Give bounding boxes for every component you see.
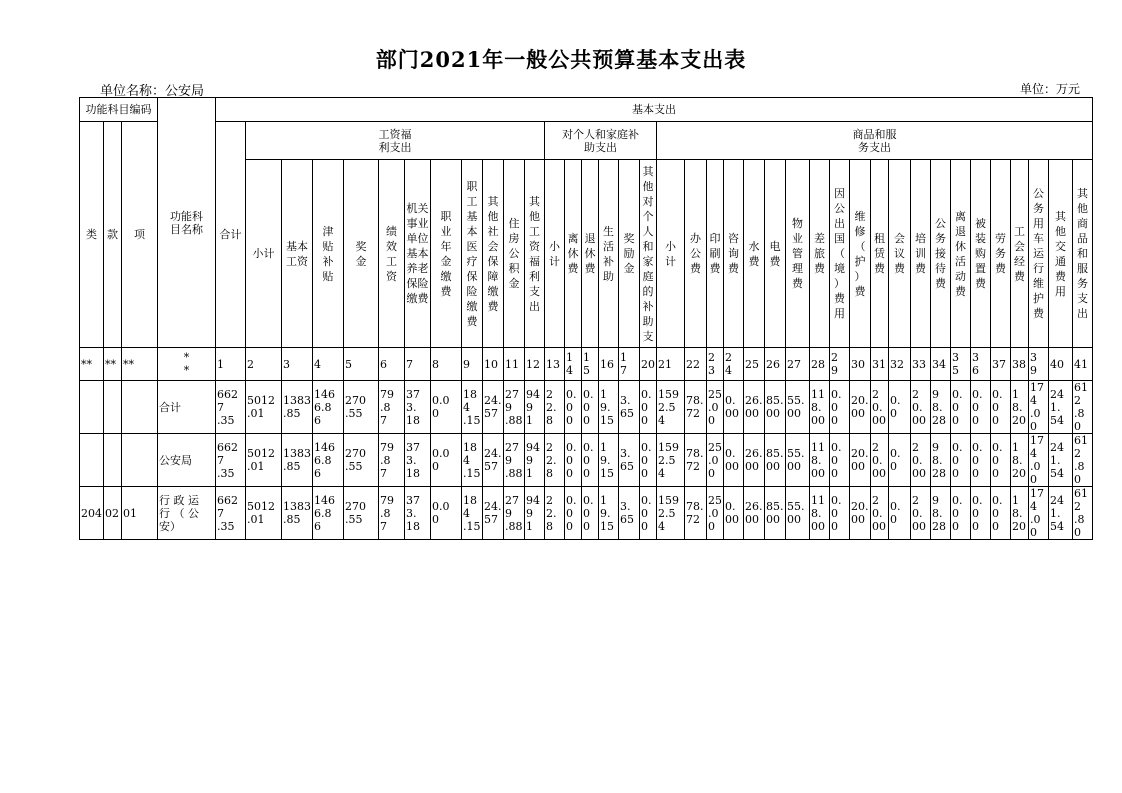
cell-value: 98. 28 [931, 487, 951, 540]
func-name-header: 功能科 目名称 [158, 98, 216, 348]
cell-name: 合计 [158, 381, 216, 434]
index-cell: 8 [431, 348, 462, 381]
cell-value: 0.0 0 [640, 434, 657, 487]
cell-value: 0.0 0 [640, 381, 657, 434]
cell-value: 0.0 0 [971, 381, 991, 434]
index-cell: 22 [685, 348, 707, 381]
cell-value: 0.0 0 [565, 381, 582, 434]
cell-value: 270 .55 [344, 487, 379, 540]
cell-value: 5012 .01 [246, 381, 282, 434]
func-code-header: 功能科目编码 [80, 98, 158, 122]
index-cell: 12 [525, 348, 545, 381]
index-cell: 28 [810, 348, 830, 381]
column-header: 机关 事业 单位 基本 养老 保险 缴费 [405, 160, 431, 348]
table-row [80, 434, 1093, 487]
cell-value: 20. 00 [850, 487, 871, 540]
cell-value: 85. 00 [765, 487, 786, 540]
column-header: 离 休 费 [565, 160, 582, 348]
cell-value: 24. 57 [483, 487, 504, 540]
cell-value: 373. 18 [405, 487, 431, 540]
cell-value: 79 .8 7 [379, 381, 405, 434]
cell-value: 18. 20 [1011, 434, 1029, 487]
column-header: 其 他 工 资 福 利 支 出 [525, 160, 545, 348]
goods-group-header: 商品和服 务支出 [657, 122, 1093, 160]
cell-value: 26. 00 [744, 434, 765, 487]
index-cell: 1 7 [619, 348, 640, 381]
column-header: 劳 务 费 [991, 160, 1011, 348]
index-cell: * * [158, 348, 216, 381]
unit-label: 单位：万元 [1020, 82, 1081, 96]
cell-value: 0.0 0 [991, 434, 1011, 487]
column-header: 其 他 社 会 保 障 缴 费 [483, 160, 504, 348]
cell-value: 0.0 0 [582, 487, 599, 540]
cell-value: 26. 00 [744, 487, 765, 540]
cell-value: 279 .88 [504, 434, 525, 487]
index-cell: 3 5 [951, 348, 971, 381]
index-cell: 32 [889, 348, 911, 381]
header-row-1 [80, 98, 1093, 122]
index-cell: 3 6 [971, 348, 991, 381]
cell-value: 0. 00 [724, 434, 744, 487]
cell-value: 79 .8 7 [379, 434, 405, 487]
cell-value: 98. 28 [931, 381, 951, 434]
column-header: 工 会 经 费 [1011, 160, 1029, 348]
column-header: 电 费 [765, 160, 786, 348]
column-header: 生 活 补 助 [599, 160, 619, 348]
cell-value: 241. 54 [1049, 434, 1073, 487]
cell-lei [80, 434, 104, 487]
column-header: 奖 金 [344, 160, 379, 348]
cell-value: 0.0 0 [971, 434, 991, 487]
cell-lei [80, 381, 104, 434]
column-header: 其 他 交 通 费 用 [1049, 160, 1073, 348]
cell-name: 行 政 运 行 （ 公 安） [158, 487, 216, 540]
column-header: 其 他 商 品 和 服 务 支 出 [1073, 160, 1093, 348]
cell-value: 241. 54 [1049, 487, 1073, 540]
column-header: 住 房 公 积 金 [504, 160, 525, 348]
index-cell: 34 [931, 348, 951, 381]
budget-table [79, 97, 1093, 540]
cell-value: 0.0 0 [431, 434, 462, 487]
header-row-2 [80, 122, 1093, 160]
xiang-header: 项 [122, 122, 158, 348]
cell-value: 159 2.5 4 [657, 434, 685, 487]
cell-value: 279 .88 [504, 381, 525, 434]
cell-value: 0.0 0 [582, 434, 599, 487]
cell-value: 20. 00 [850, 434, 871, 487]
table-row [80, 487, 1093, 540]
index-cell: 26 [765, 348, 786, 381]
cell-value: 184 .15 [462, 487, 483, 540]
index-cell: 30 [850, 348, 871, 381]
basic-expense-header: 基本支出 [216, 98, 1093, 122]
index-cell: 1 [216, 348, 246, 381]
cell-value: 174 .00 [1029, 487, 1049, 540]
cell-value: 6627 .35 [216, 487, 246, 540]
cell-value: 373. 18 [405, 381, 431, 434]
index-cell: ** [122, 348, 158, 381]
cell-value: 22. 8 [545, 487, 565, 540]
cell-value: 0.0 0 [971, 487, 991, 540]
column-header: 公 务 用 车 运 行 维 护 费 [1029, 160, 1049, 348]
cell-value: 270 .55 [344, 434, 379, 487]
cell-value: 0.0 0 [991, 381, 1011, 434]
cell-value: 11 8. 00 [810, 487, 830, 540]
index-cell: 5 [344, 348, 379, 381]
cell-value: 3. 65 [619, 381, 640, 434]
unit-name: 单位名称：公安局 [100, 84, 205, 99]
column-header: 因 公 出 国 （ 境 ） 费 用 [830, 160, 850, 348]
cell-value: 24. 57 [483, 434, 504, 487]
cell-value: 270 .55 [344, 381, 379, 434]
cell-value: 0. 0 [889, 381, 911, 434]
cell-value: 0.0 0 [951, 434, 971, 487]
cell-value: 55. 00 [786, 487, 810, 540]
column-header: 水 费 [744, 160, 765, 348]
cell-value: 85. 00 [765, 434, 786, 487]
column-header: 津 贴 补 贴 [313, 160, 344, 348]
cell-value: 949 1 [525, 487, 545, 540]
index-cell: 4 [313, 348, 344, 381]
kuan-header: 款 [104, 122, 122, 348]
index-cell: 41 [1073, 348, 1093, 381]
index-cell: 33 [911, 348, 931, 381]
cell-value: 184 .15 [462, 381, 483, 434]
cell-value: 78. 72 [685, 381, 707, 434]
cell-value: 22. 8 [545, 434, 565, 487]
cell-value: 3. 65 [619, 434, 640, 487]
index-cell: ** [104, 348, 122, 381]
index-cell: 3 9 [1029, 348, 1049, 381]
cell-kuan: 02 [104, 487, 122, 540]
cell-value: 612 .80 [1073, 487, 1093, 540]
cell-value: 20. 00 [850, 381, 871, 434]
column-header: 公 务 接 待 费 [931, 160, 951, 348]
index-cell: 40 [1049, 348, 1073, 381]
cell-kuan [104, 381, 122, 434]
wage-group-header: 工资福 利支出 [246, 122, 545, 160]
cell-value: 0. 0 [889, 434, 911, 487]
cell-value: 6627 .35 [216, 381, 246, 434]
cell-value: 0.0 0 [830, 487, 850, 540]
cell-value: 0.0 0 [431, 381, 462, 434]
index-cell: 9 [462, 348, 483, 381]
cell-xiang: 01 [122, 487, 158, 540]
cell-value: 55. 00 [786, 381, 810, 434]
index-cell: 10 [483, 348, 504, 381]
index-cell: 2 3 [707, 348, 724, 381]
column-header: 培 训 费 [911, 160, 931, 348]
column-header: 绩 效 工 资 [379, 160, 405, 348]
cell-name: 公安局 [158, 434, 216, 487]
cell-value: 98. 28 [931, 434, 951, 487]
column-header: 退 休 费 [582, 160, 599, 348]
personal-group-header: 对个人和家庭补 助支出 [545, 122, 657, 160]
cell-value: 0.0 0 [640, 487, 657, 540]
cell-value: 18. 20 [1011, 487, 1029, 540]
cell-value: 19. 15 [599, 381, 619, 434]
cell-value: 0.0 0 [951, 381, 971, 434]
cell-value: 78. 72 [685, 434, 707, 487]
cell-value: 20. 00 [871, 381, 889, 434]
cell-value: 20. 00 [911, 381, 931, 434]
cell-value: 279 .88 [504, 487, 525, 540]
lei-header: 类 [80, 122, 104, 348]
column-header: 租 赁 费 [871, 160, 889, 348]
index-cell: 21 [657, 348, 685, 381]
cell-value: 85. 00 [765, 381, 786, 434]
cell-value: 79 .8 7 [379, 487, 405, 540]
cell-value: 78. 72 [685, 487, 707, 540]
cell-value: 20. 00 [911, 487, 931, 540]
cell-value: 18. 20 [1011, 381, 1029, 434]
column-header: 办 公 费 [685, 160, 707, 348]
cell-value: 1383 .85 [282, 434, 313, 487]
column-header: 物 业 管 理 费 [786, 160, 810, 348]
index-cell: 11 [504, 348, 525, 381]
cell-value: 159 2.5 4 [657, 487, 685, 540]
column-header: 其 他 对 个 人 和 家 庭 的 补 助 支 [640, 160, 657, 348]
index-cell: 16 [599, 348, 619, 381]
cell-value: 0. 00 [724, 381, 744, 434]
cell-value: 0.0 0 [582, 381, 599, 434]
index-cell: 38 [1011, 348, 1029, 381]
column-header: 维 修 （ 护 ） 费 [850, 160, 871, 348]
cell-value: 373. 18 [405, 434, 431, 487]
cell-value: 11 8. 00 [810, 381, 830, 434]
index-cell: 27 [786, 348, 810, 381]
cell-value: 25 .0 0 [707, 487, 724, 540]
cell-value: 0.0 0 [830, 381, 850, 434]
index-cell: 37 [991, 348, 1011, 381]
total-header: 合计 [216, 122, 246, 348]
column-header: 咨 询 费 [724, 160, 744, 348]
cell-value: 5012 .01 [246, 487, 282, 540]
index-cell: 3 [282, 348, 313, 381]
cell-value: 146 6.8 6 [313, 381, 344, 434]
cell-value: 0.0 0 [830, 434, 850, 487]
index-cell: 2 9 [830, 348, 850, 381]
column-header: 被 装 购 置 费 [971, 160, 991, 348]
cell-value: 949 1 [525, 381, 545, 434]
column-header: 小计 [246, 160, 282, 348]
cell-value: 24. 57 [483, 381, 504, 434]
index-cell: 1 5 [582, 348, 599, 381]
cell-value: 174 .00 [1029, 381, 1049, 434]
cell-value: 612 .80 [1073, 434, 1093, 487]
cell-value: 0.0 0 [565, 434, 582, 487]
cell-value: 949 1 [525, 434, 545, 487]
cell-value: 20. 00 [911, 434, 931, 487]
cell-xiang [122, 381, 158, 434]
cell-value: 0.0 0 [951, 487, 971, 540]
column-header: 职 工 基 本 医 疗 保 险 缴 费 [462, 160, 483, 348]
cell-value: 20. 00 [871, 434, 889, 487]
cell-value: 19. 15 [599, 487, 619, 540]
index-row [80, 348, 1093, 381]
cell-value: 25 .0 0 [707, 434, 724, 487]
column-header: 基本 工资 [282, 160, 313, 348]
cell-value: 22. 8 [545, 381, 565, 434]
cell-lei: 204 [80, 487, 104, 540]
column-header: 奖 励 金 [619, 160, 640, 348]
column-header: 职 业 年 金 缴 费 [431, 160, 462, 348]
index-cell: 31 [871, 348, 889, 381]
column-header: 印 刷 费 [707, 160, 724, 348]
cell-value: 26. 00 [744, 381, 765, 434]
cell-value: 0. 00 [724, 487, 744, 540]
cell-value: 184 .15 [462, 434, 483, 487]
column-header: 小 计 [545, 160, 565, 348]
cell-value: 3. 65 [619, 487, 640, 540]
cell-xiang [122, 434, 158, 487]
cell-value: 1383 .85 [282, 487, 313, 540]
cell-value: 0.0 0 [431, 487, 462, 540]
index-cell: 6 [379, 348, 405, 381]
index-cell: 2 [246, 348, 282, 381]
cell-value: 11 8. 00 [810, 434, 830, 487]
index-cell: 20 [640, 348, 657, 381]
cell-value: 25 .0 0 [707, 381, 724, 434]
cell-value: 6627 .35 [216, 434, 246, 487]
column-header: 会 议 费 [889, 160, 911, 348]
cell-value: 146 6.8 6 [313, 434, 344, 487]
column-header: 小 计 [657, 160, 685, 348]
cell-value: 0.0 0 [991, 487, 1011, 540]
cell-value: 174 .00 [1029, 434, 1049, 487]
cell-kuan [104, 434, 122, 487]
index-cell: 1 4 [565, 348, 582, 381]
cell-value: 0.0 0 [565, 487, 582, 540]
cell-value: 20. 00 [871, 487, 889, 540]
column-header: 差 旅 费 [810, 160, 830, 348]
index-cell: 7 [405, 348, 431, 381]
index-cell: 2 4 [724, 348, 744, 381]
cell-value: 0. 0 [889, 487, 911, 540]
table-row [80, 381, 1093, 434]
cell-value: 5012 .01 [246, 434, 282, 487]
index-cell: 25 [744, 348, 765, 381]
index-cell: ** [80, 348, 104, 381]
cell-value: 19. 15 [599, 434, 619, 487]
index-cell: 13 [545, 348, 565, 381]
page-title: 部门2021年一般公共预算基本支出表 [375, 47, 747, 72]
cell-value: 612 .80 [1073, 381, 1093, 434]
cell-value: 159 2.5 4 [657, 381, 685, 434]
cell-value: 146 6.8 6 [313, 487, 344, 540]
cell-value: 241. 54 [1049, 381, 1073, 434]
cell-value: 55. 00 [786, 434, 810, 487]
column-header: 离 退 休 活 动 费 [951, 160, 971, 348]
cell-value: 1383 .85 [282, 381, 313, 434]
